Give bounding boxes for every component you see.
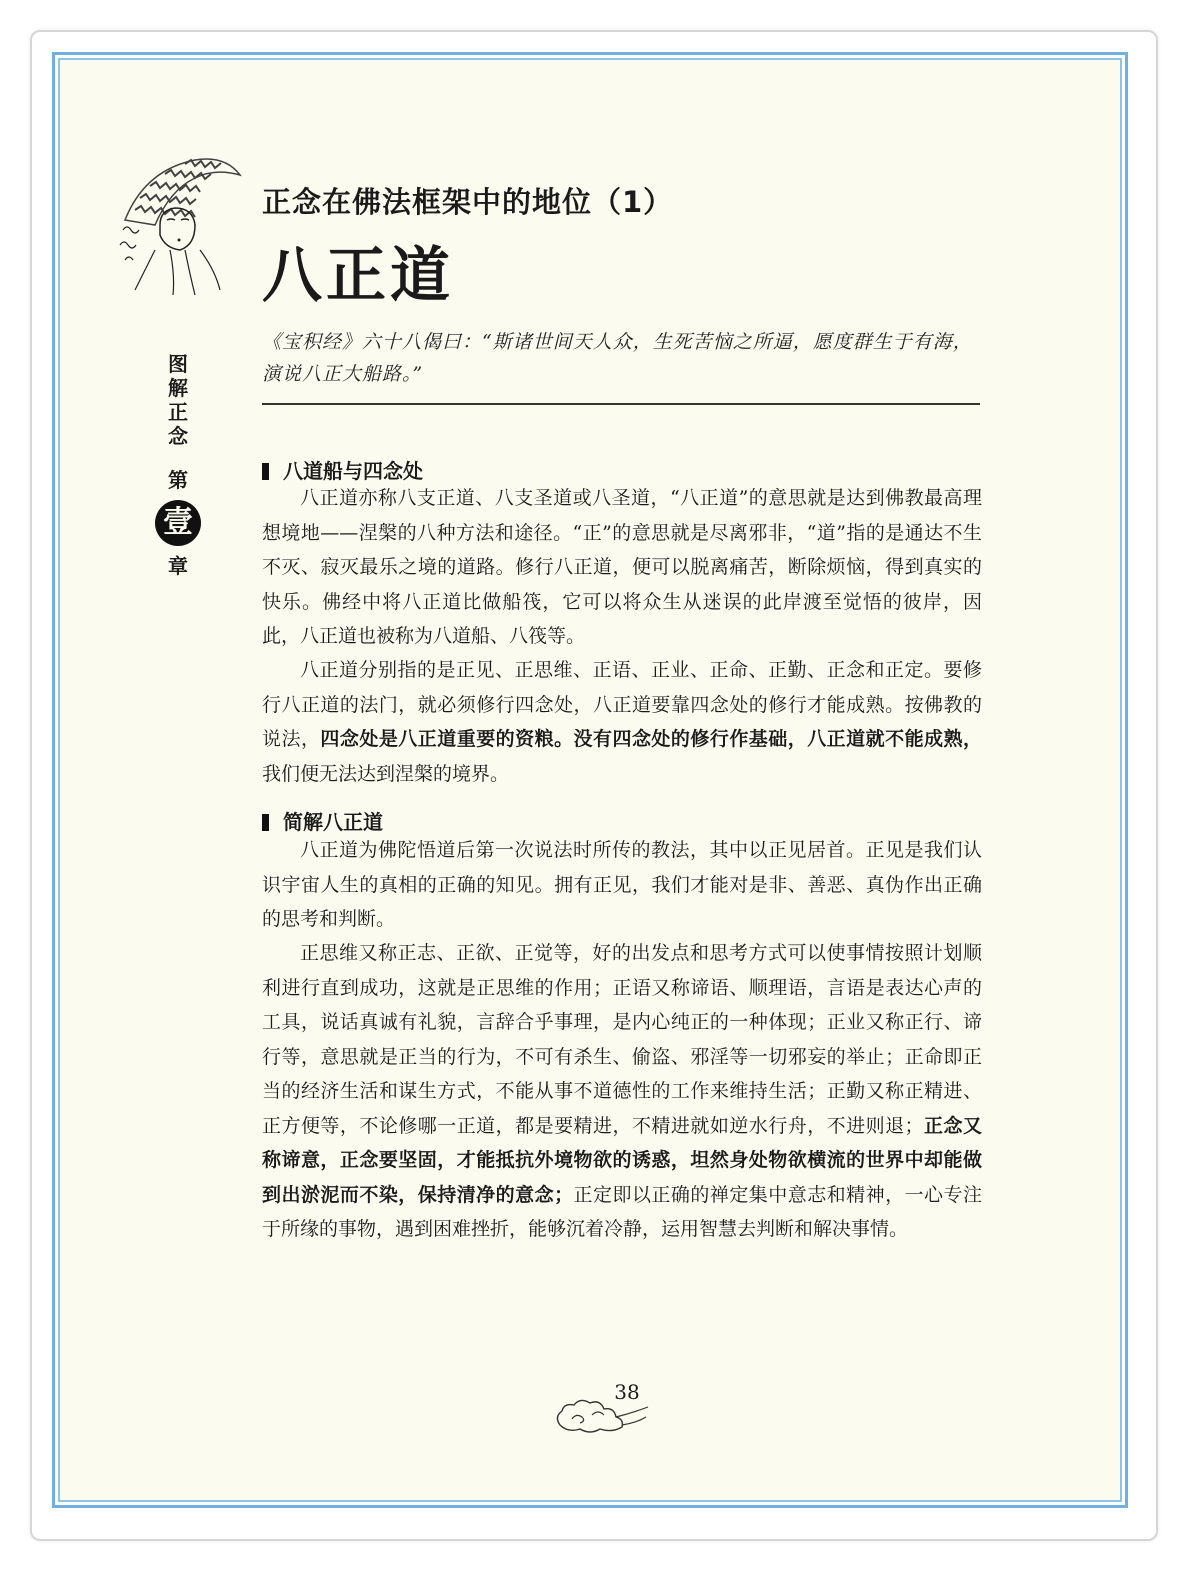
section-heading-text: 简解八正道 <box>283 810 383 834</box>
side-label-char: 图 <box>168 352 188 376</box>
side-label-char: 正 <box>168 400 188 424</box>
square-bullet-icon <box>262 814 269 831</box>
chapter-suffix: 章 <box>168 554 188 578</box>
side-label-char: 念 <box>168 424 188 448</box>
body-paragraph: 八正道亦称八支正道、八支圣道或八圣道，“八正道”的意思就是达到佛教最高理想境地——涅槃的八种方法和途径。“正”的意思就是尽离邪非，“道”指的是通达不生不灭、寂灭最乐之境的道路。修行八正道，便可以脱离痛苦，断除烦恼，得到真实的快乐。佛经中将八正道比做船筏，它可以将众生从迷误的此岸渡至觉悟的彼岸，因此，八正道也被称为八道船、八筏等。 <box>262 487 982 647</box>
chapter-prefix: 第 <box>168 468 188 492</box>
epigraph-quote: 《宝积经》六十八偈曰：“斯诸世间天人众，生死苦恼之所逼，愿度群生于有海，演说八正大船路。” <box>262 331 973 385</box>
square-bullet-icon <box>262 463 269 480</box>
paragraph-bold-text: 正念又称谛意，正念要坚固，才能抵抗外境物欲的诱惑，坦然身处物欲横流的世界中却能做到出淤泥而不染，保持清净的意念； <box>262 1114 982 1206</box>
paragraph-text: 正思维又称正志、正欲、正觉等，好的出发点和思考方式可以使事情按照计划顺利进行直到成功，这就是正思维的作用；正语又称谛语、顺理语，言语是表达心声的工具，说话真诚有礼貌，言辞合乎事理，是内心纯正的一种体现；正业又称正行、谛行等，意思就是正当的行为，不可有杀生、偷盗、邪淫等一切邪妄的举止；正命即正当的经济生活和谋生方式，不能从事不道德性的工作来维持生活；正勤又称正精进、正方便等，不论修哪一正道，都是要精进，不精进就如逆水行舟，不进则退； <box>262 942 982 1137</box>
divider-rule <box>262 403 980 405</box>
section-heading <box>262 806 383 835</box>
chapter-side-label <box>160 352 196 578</box>
body-paragraph: 八正道为佛陀悟道后第一次说法时所传的教法，其中以正见居首。正见是我们认识宇宙人生的真相的正确的知见。拥有正见，我们才能对是非、善恶、真伪作出正确的思考和判断。 <box>262 839 982 930</box>
section-heading <box>262 455 423 484</box>
cloud-ornament-icon <box>552 1395 652 1437</box>
paragraph-bold-text: 四念处是八正道重要的资粮。没有四念处的修行作基础，八正道就不能成熟， <box>320 728 982 750</box>
page-subtitle: 正念在佛法框架中的地位（1） <box>262 185 674 219</box>
body-paragraph <box>262 936 982 1247</box>
page-number: 38 <box>614 1380 640 1404</box>
section-heading-text: 八道船与四念处 <box>283 459 423 483</box>
page-title: 八正道 <box>262 241 454 311</box>
body-paragraph <box>262 653 982 791</box>
chapter-number-badge: 壹 <box>155 500 201 546</box>
side-label-char: 解 <box>168 376 188 400</box>
paragraph-text: 正定即以正确的禅定集中意志和精神，一心专注于所缘的事物，遇到困难挫折，能够沉着冷静，运用智慧去判断和解决事情。 <box>262 1183 982 1240</box>
monk-portrait-illustration <box>115 150 245 300</box>
paragraph-text: 我们便无法达到涅槃的境界。 <box>262 762 510 785</box>
paragraph-text: 八正道分别指的是正见、正思维、正语、正业、正命、正勤、正念和正定。要修行八正道的法门，就必须修行四念处，八正道要靠四念处的修行才能成熟。按佛教的说法， <box>262 659 982 750</box>
